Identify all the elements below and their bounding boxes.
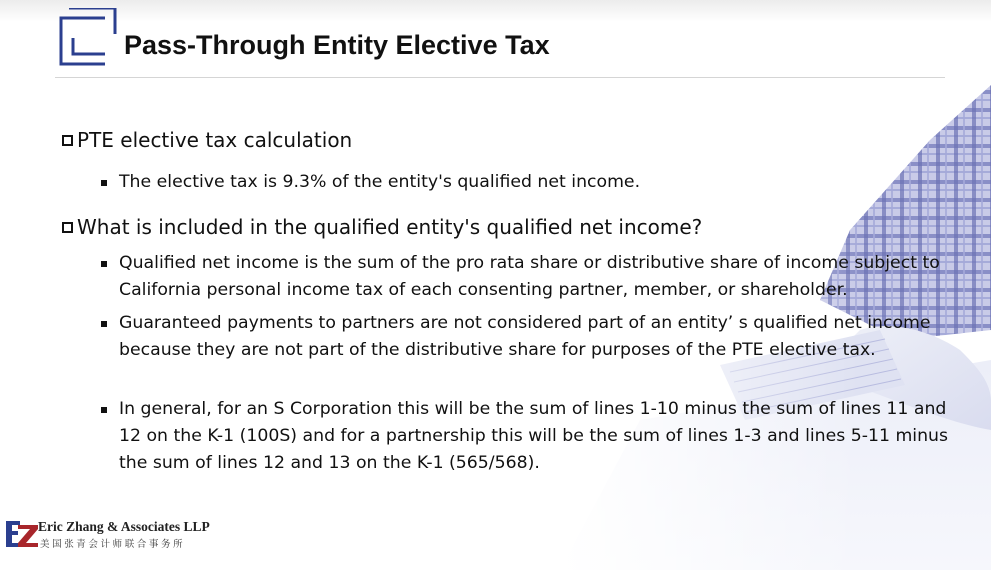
bullet-text: Qualified net income is the sum of the pro rata share or distributive share of income subject to California personal income tax of each consenting partner, member, or shareholder.: [119, 253, 940, 300]
firm-name-chinese: 美国张青会计师联合事务所: [40, 539, 186, 550]
ez-logo-icon: [4, 517, 40, 549]
bullet-item: [119, 310, 949, 364]
square-bullet-icon: [101, 261, 107, 267]
slide-title: Pass-Through Entity Elective Tax: [124, 30, 550, 60]
bullet-text: Guaranteed payments to partners are not considered part of an entity’ s qualified net income because they are not part of the distributive share for purposes of the PTE elective tax.: [119, 313, 931, 360]
square-bullet-icon: [101, 180, 107, 186]
bullet-text: The elective tax is 9.3% of the entity's qualified net income.: [119, 172, 641, 192]
section-heading-qualified-net-income: [62, 215, 702, 239]
title-divider: [55, 77, 945, 78]
title-logo-icon: [59, 8, 119, 68]
checkbox-bullet-icon: [62, 135, 73, 146]
bullet-item: [119, 250, 949, 304]
bullet-item: [119, 169, 949, 196]
bullet-item: [119, 396, 949, 477]
square-bullet-icon: [101, 321, 107, 327]
square-bullet-icon: [101, 407, 107, 413]
firm-logo: [4, 515, 224, 555]
checkbox-bullet-icon: [62, 222, 73, 233]
section-heading-text: PTE elective tax calculation: [77, 128, 353, 152]
bullet-text: In general, for an S Corporation this will be the sum of lines 1-10 minus the sum of lines 11 and 12 on the K-1 (100S) and for a partnership this will be the sum of lines 1-3 and lines 5-11 minus the sum of lines 12 and 13 on the K-1 (565/568).: [119, 399, 949, 473]
section-heading-text: What is included in the qualified entity's qualified net income?: [77, 215, 703, 239]
section-heading-pte-calculation: [62, 128, 352, 152]
firm-name: Eric Zhang & Associates LLP: [38, 519, 210, 534]
